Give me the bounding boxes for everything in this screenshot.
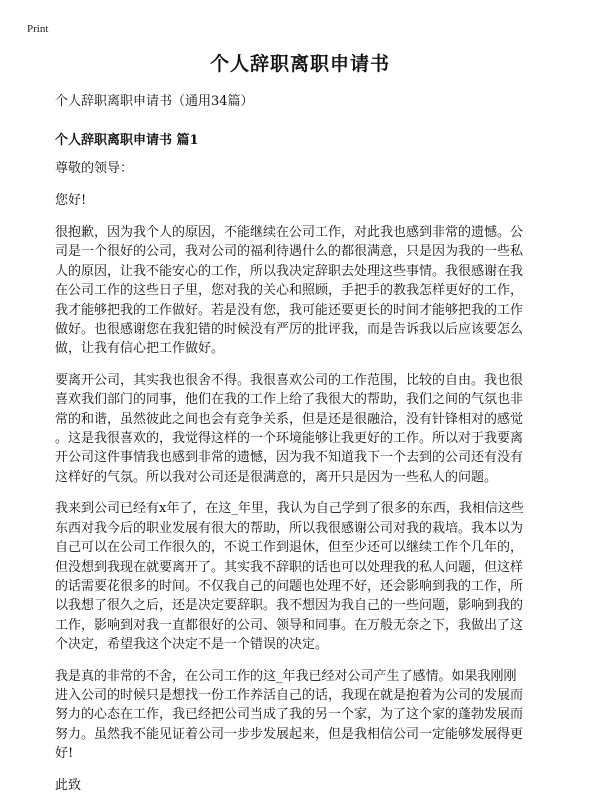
document-body (55, 92, 553, 808)
paragraph: 很抱歉，因为我个人的原因，不能继续在公司工作，对此我也感到非常的遗憾。公 司是一个很好的公司，我对公司的福利待遇什么的都很满意，只是因为我的一些私 人的原因，让我不能安心的工作，所以我决定辞职去处理这些事情。我很感谢在我 在公司工作的这些日子里，您对我的关心和照顾，手把手的教我怎样更好的工作， 我才能够把我的工作做好。若是没有您，我可能还要更长的时间才能够把我的工作 做好。也很感谢您在我犯错的时候没有严厉的批评我，而是告诉我以后应该要怎么 做，让我有信心把工作做好。 (55, 225, 524, 357)
closing: 此致 (55, 777, 82, 793)
print-link[interactable]: Print (27, 23, 49, 35)
paragraph: 我来到公司已经有x年了，在这_年里，我认为自己学到了很多的东西，我相信这些 东西对我今后的职业发展有很大的帮助，所以我很感谢公司对我的栽培。我本以为 自己可以在公司工作很久的，不说工作到退休，但至少还可以继续工作个几年的， 但没想到我现在就要离开了。其实我不辞职的话也可以处理我的私人问题，但这样 的话需要花很多的时间。不仅我自己的问题也处理不好，还会影响到我的工作，所 以我想了很久之后，还是决定要辞职。我不想因为我自己的一些问题，影响到我的 工作，影响到对我一直都很好的公司、领导和同事。在万般无奈之下，我做出了这 个决定，希望我这个决定不是一个错误的决定。 (55, 501, 524, 653)
page-title: 个人辞职离职申请书 (209, 53, 390, 75)
paragraph: 要离开公司，其实我也很舍不得。我很喜欢公司的工作范围，比较的自由。我也很 喜欢我们部门的同事，他们在我的工作上给了我很大的帮助，我们之间的气氛也非 常的和谐，虽然彼此之间也会有竞争关系，但是还是很融洽，没有针锋相对的感觉 。这是我很喜欢的，我觉得这样的一个环境能够让我更好的工作。所以对于我要离 开公司这件事情我也感到非常的遗憾，因为我不知道我下一个去到的公司还有没有 这样好的气氛。所以我对公司还是很满意的，离开只是因为一些私人的问题。 (55, 372, 524, 485)
document-subtitle: 个人辞职离职申请书（通用34篇） (55, 94, 254, 109)
salutation: 尊敬的领导： (55, 161, 134, 176)
greeting: 您好! (55, 193, 87, 208)
section-heading: 个人辞职离职申请书 篇1 (55, 133, 199, 148)
paragraph: 我是真的非常的不舍，在公司工作的这_年我已经对公司产生了感情。如果我刚刚 进入公司的时候只是想找一份工作养活自己的话，我现在就是抱着为公司的发展而 努力的心态在工作，我已经把公司当成了我的另一个家，为了这个家的蓬勃发展而 努力。虽然我不能见证着公司一步步发展起来，但是我相信公司一定能够发展得更 好! (55, 668, 524, 762)
